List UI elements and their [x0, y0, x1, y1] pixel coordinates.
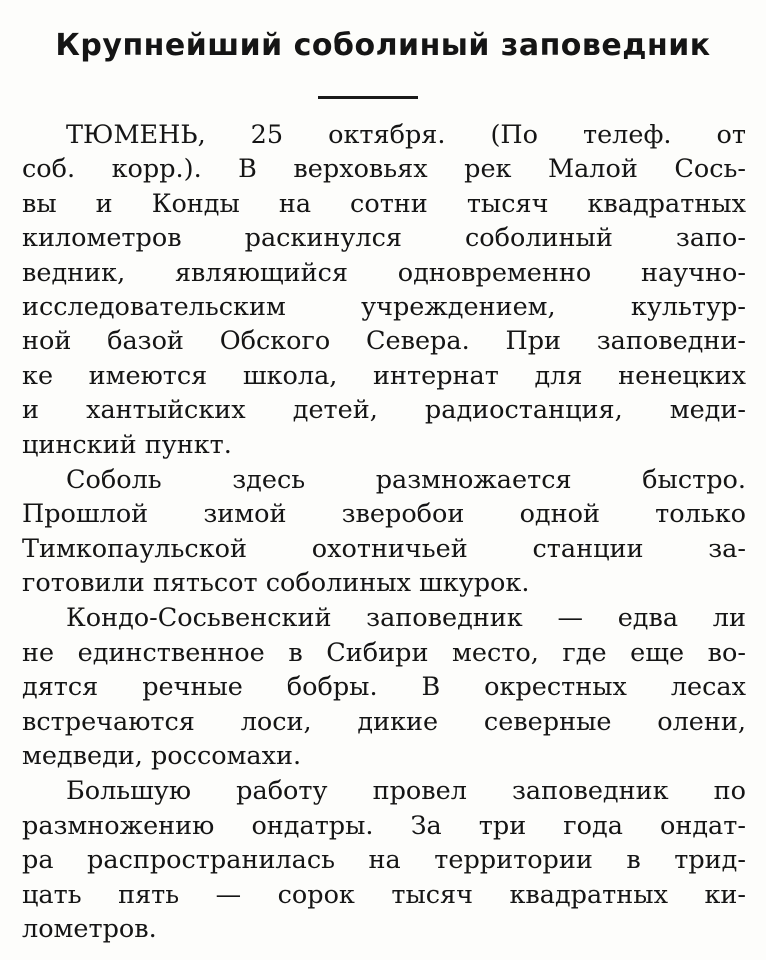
headline-divider	[318, 96, 418, 99]
text-line: ной базой Обского Севера. При заповедни-	[22, 326, 746, 357]
text-line: дятся речные бобры. В окрестных лесах	[22, 672, 746, 703]
text-line: Соболь здесь размножается быстро.	[66, 464, 746, 495]
article-paragraph-2	[22, 463, 746, 601]
text-line: цинский пункт.	[22, 429, 232, 460]
text-line: ра распространилась на территории в трид-	[22, 845, 746, 876]
text-line: готовили пятьсот соболиных шкурок.	[22, 568, 530, 599]
article-paragraph-3	[22, 601, 746, 773]
text-line: исследовательским учреждением, культур-	[22, 291, 746, 322]
text-line: километров раскинулся соболиный запо-	[22, 223, 746, 254]
article-paragraph-4	[22, 774, 746, 946]
article-headline: Крупнейший соболиный заповедник	[55, 28, 711, 63]
text-line: Тимкопаульской охотничьей станции за-	[22, 533, 746, 564]
text-line: ведник, являющийся одновременно научно-	[22, 257, 746, 288]
text-line: медведи, россомахи.	[22, 741, 302, 772]
text-line: Кондо-Сосьвенский заповедник — едва ли	[66, 603, 746, 634]
text-line: соб. корр.). В верховьях рек Малой Сось-	[22, 154, 746, 185]
text-line: Прошлой зимой зверобои одной только	[22, 499, 746, 530]
text-line: не единственное в Сибири место, где еще во-	[22, 637, 746, 668]
text-line: ТЮМЕНЬ, 25 октября. (По телеф. от	[66, 120, 746, 150]
article-body	[22, 118, 746, 946]
text-line: Большую работу провел заповедник по	[66, 776, 746, 807]
text-line: размножению ондатры. За три года ондат-	[22, 810, 746, 841]
text-line: ке имеются школа, интернат для ненецких	[22, 360, 746, 391]
text-line: вы и Конды на сотни тысяч квадратных	[22, 188, 746, 219]
article-paragraph-1	[22, 118, 746, 462]
text-line: лометров.	[22, 913, 157, 944]
text-line: и хантыйских детей, радиостанция, меди-	[22, 395, 746, 426]
text-line: встречаются лоси, дикие северные олени,	[22, 706, 746, 737]
text-line: цать пять — сорок тысяч квадратных ки-	[22, 879, 746, 910]
